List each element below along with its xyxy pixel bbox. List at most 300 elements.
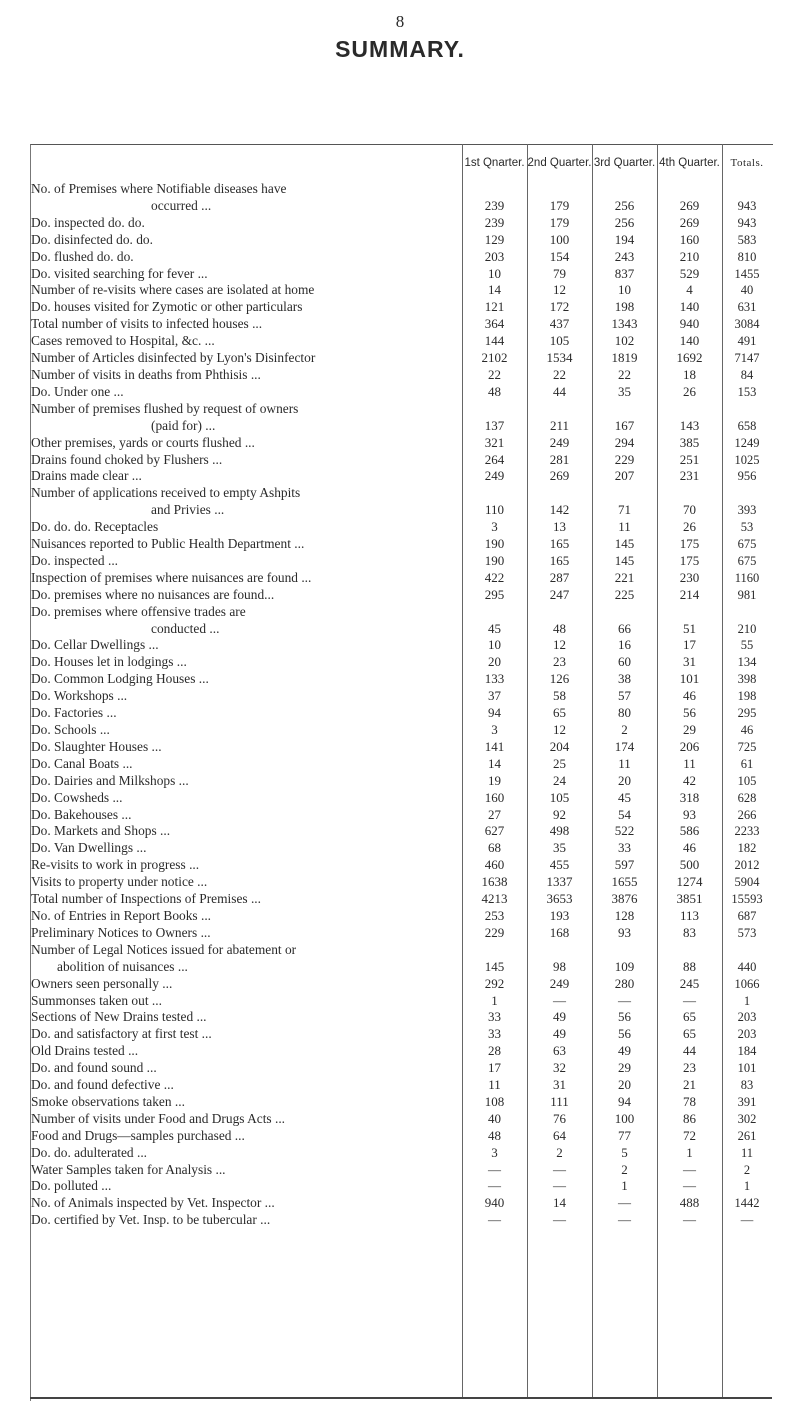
q2-value: 32 — [553, 1060, 566, 1076]
row-label-text: Do. Common Lodging Houses ... — [31, 671, 209, 687]
q2-value: 49 — [553, 1009, 566, 1025]
q3-value: — — [618, 1212, 631, 1228]
q3-value: 45 — [618, 789, 631, 805]
row-label — [31, 1094, 462, 1111]
q4-value: — — [683, 1161, 696, 1177]
row-label — [31, 637, 462, 654]
q2-value: 25 — [553, 755, 566, 771]
table-row — [31, 232, 772, 249]
q2-value: 1534 — [546, 350, 573, 366]
row-label-text: Do. Under one ... — [31, 383, 124, 399]
q2-value: 165 — [549, 536, 570, 552]
q4-value: 46 — [683, 688, 696, 704]
column-header-q2: 2nd Quarter. — [527, 157, 592, 169]
q4-value: 65 — [683, 1009, 696, 1025]
q4-value: 175 — [679, 552, 700, 568]
q3-value: 145 — [614, 552, 635, 568]
total-value: 11 — [740, 1145, 754, 1160]
q1-value: 239 — [484, 197, 505, 213]
table-row — [31, 874, 772, 891]
total-value: 203 — [737, 1027, 757, 1042]
row-label — [31, 452, 462, 469]
row-label-text: Re-visits to work in progress ... — [31, 857, 200, 873]
table-row — [31, 350, 772, 367]
q1-value: 37 — [488, 688, 501, 704]
q4-value: 26 — [683, 519, 696, 535]
table-row — [31, 1195, 772, 1212]
q1-value: 33 — [488, 1009, 501, 1025]
q4-value: 1692 — [676, 350, 703, 366]
q1-value: 144 — [484, 333, 505, 349]
row-label-text: Total number of Inspections of Premises ... — [31, 891, 262, 907]
q1-value: 40 — [488, 1110, 501, 1126]
q4-value: — — [683, 1178, 696, 1194]
row-label — [31, 1060, 462, 1077]
q2-value: 49 — [553, 1026, 566, 1042]
table-row — [31, 468, 772, 485]
row-label — [31, 604, 462, 638]
q1-value: — — [488, 1178, 501, 1194]
q1-value: — — [488, 1212, 501, 1228]
row-label — [31, 908, 462, 925]
total-value: 266 — [737, 807, 757, 822]
q1-value: 292 — [484, 975, 505, 991]
row-label — [31, 570, 462, 587]
q1-value: 137 — [484, 417, 505, 433]
table-row — [31, 739, 772, 756]
q2-value: 98 — [553, 958, 566, 974]
row-label — [31, 468, 462, 485]
q2-value: 269 — [549, 468, 570, 484]
q4-value: 488 — [679, 1195, 700, 1211]
row-label — [31, 654, 462, 671]
row-label-text: Cases removed to Hospital, &c. ... — [31, 333, 215, 349]
total-value: 658 — [737, 418, 757, 433]
page-number: 8 — [395, 12, 405, 31]
row-label — [31, 739, 462, 756]
total-value: 1066 — [734, 976, 760, 991]
q3-value: 837 — [614, 265, 635, 281]
q1-value: 203 — [484, 248, 505, 264]
q2-value: 179 — [549, 214, 570, 230]
table-row — [31, 1178, 772, 1195]
table-row — [31, 925, 772, 942]
q4-value: 940 — [679, 316, 700, 332]
q4-value: 586 — [679, 823, 700, 839]
row-label — [31, 688, 462, 705]
total-value: 1249 — [734, 435, 760, 450]
table-row — [31, 1212, 772, 1229]
row-label-text: Number of Articles disinfected by Lyon's Disinfector — [31, 350, 316, 366]
total-value: 40 — [740, 283, 754, 298]
q3-value: 597 — [614, 857, 635, 873]
total-value: 53 — [740, 520, 754, 535]
total-value: 675 — [737, 537, 757, 552]
table-row — [31, 705, 772, 722]
row-label-text: Old Drains tested ... — [31, 1043, 139, 1059]
total-value: 2233 — [734, 824, 760, 839]
q4-value: 72 — [683, 1127, 696, 1143]
table-row — [31, 604, 772, 638]
row-label-text: Do. Dairies and Milkshops ... — [31, 772, 189, 788]
q4-value: 4 — [686, 282, 693, 298]
row-label — [31, 553, 462, 570]
total-value: 1 — [743, 1179, 751, 1194]
q4-value: 44 — [683, 1043, 696, 1059]
q3-value: 94 — [618, 1093, 631, 1109]
q3-value: 60 — [618, 654, 631, 670]
q2-value: 168 — [549, 924, 570, 940]
row-label-text: Summonses taken out ... — [31, 992, 162, 1008]
row-label — [31, 1077, 462, 1094]
q4-value: 210 — [679, 248, 700, 264]
q2-value: 22 — [553, 366, 566, 382]
q3-value: 11 — [618, 755, 631, 771]
row-label-continuation: (paid for) ... — [151, 417, 216, 433]
q4-value: 385 — [679, 434, 700, 450]
total-value: 105 — [737, 773, 757, 788]
total-value: 398 — [737, 672, 757, 687]
q3-value: 1655 — [611, 874, 638, 890]
q2-value: 142 — [549, 502, 570, 518]
row-label-text: Number of re-visits where cases are isolated at home — [31, 282, 315, 298]
row-label-text: Do. Canal Boats ... — [31, 755, 133, 771]
q1-value: 108 — [484, 1093, 505, 1109]
q2-value: 2 — [556, 1144, 563, 1160]
table-row — [31, 1162, 772, 1179]
table-row — [31, 367, 772, 384]
row-label — [31, 401, 462, 435]
row-label — [31, 181, 462, 215]
row-label-text: Drains found choked by Flushers ... — [31, 451, 223, 467]
q3-value: 38 — [618, 671, 631, 687]
q3-value: 49 — [618, 1043, 631, 1059]
row-label-text: Number of visits in deaths from Phthisis ... — [31, 366, 261, 382]
q4-value: 88 — [683, 958, 696, 974]
row-label-text: Do. Slaughter Houses ... — [31, 738, 162, 754]
table-row — [31, 215, 772, 232]
row-label-text: Do. and found defective ... — [31, 1077, 174, 1093]
q4-value: 29 — [683, 722, 696, 737]
row-label — [31, 384, 462, 401]
row-label-text: Visits to property under notice ... — [31, 874, 208, 890]
row-label — [31, 891, 462, 908]
row-label — [31, 823, 462, 840]
q3-value: — — [618, 992, 631, 1008]
q1-value: 14 — [488, 282, 501, 298]
row-label-continuation: abolition of nuisances ... — [57, 958, 188, 974]
q2-value: 455 — [549, 857, 570, 873]
table-row — [31, 1009, 772, 1026]
q3-value: 256 — [614, 214, 635, 230]
q4-value: 56 — [683, 705, 696, 721]
q1-value: 10 — [488, 265, 501, 281]
table-row — [31, 485, 772, 519]
q2-value: 76 — [553, 1110, 566, 1126]
q3-value: 145 — [614, 536, 635, 552]
q1-value: 4213 — [481, 891, 508, 907]
q3-value: 522 — [614, 823, 635, 839]
table-row — [31, 637, 772, 654]
table-row — [31, 452, 772, 469]
total-value: 675 — [737, 553, 757, 568]
total-value: 210 — [737, 621, 757, 636]
q2-value: 58 — [553, 688, 566, 704]
table-row — [31, 688, 772, 705]
row-label-text: Nuisances reported to Public Health Department ... — [31, 536, 305, 552]
q2-value: 111 — [550, 1093, 569, 1109]
row-label — [31, 299, 462, 316]
table-row — [31, 1060, 772, 1077]
q1-value: 1638 — [481, 874, 508, 890]
q3-value: 109 — [614, 958, 635, 974]
row-label-text: Do. and found sound ... — [31, 1060, 157, 1076]
q1-value: 129 — [484, 231, 505, 247]
row-label — [31, 1009, 462, 1026]
table-row — [31, 316, 772, 333]
q3-value: 35 — [618, 383, 631, 399]
q1-value: 3 — [491, 519, 498, 535]
table-row — [31, 570, 772, 587]
q3-value: 16 — [618, 637, 631, 653]
q3-value: — — [618, 1195, 631, 1211]
total-value: 153 — [737, 384, 757, 399]
q1-value: 3 — [491, 722, 498, 737]
table-row — [31, 857, 772, 874]
q1-value: 1 — [491, 992, 498, 1008]
q3-value: 100 — [614, 1110, 635, 1126]
row-label-text: Do. do. do. Receptacles — [31, 519, 159, 535]
q1-value: 110 — [484, 502, 505, 518]
row-label-text: No. of Animals inspected by Vet. Inspector ... — [31, 1195, 275, 1211]
q2-value: — — [553, 992, 566, 1008]
q1-value: 22 — [488, 366, 501, 382]
q4-value: — — [683, 992, 696, 1008]
row-label-text: Do. disinfected do. do. — [31, 231, 153, 247]
q1-value: 48 — [488, 1127, 501, 1143]
total-value: 15593 — [731, 892, 763, 907]
table-row — [31, 553, 772, 570]
q4-value: 160 — [679, 231, 700, 247]
total-value: 628 — [737, 790, 757, 805]
q2-value: 44 — [553, 383, 566, 399]
q3-value: 280 — [614, 975, 635, 991]
total-value: 1160 — [734, 570, 760, 585]
q1-value: 33 — [488, 1026, 501, 1042]
header-row — [31, 145, 772, 181]
row-label — [31, 1128, 462, 1145]
total-value: 2 — [743, 1162, 751, 1177]
total-value: 491 — [737, 334, 757, 349]
q2-value: 105 — [549, 789, 570, 805]
row-label-text: Do. Markets and Shops ... — [31, 823, 171, 839]
total-value: 198 — [737, 689, 757, 704]
q2-value: 63 — [553, 1043, 566, 1059]
total-value: 1025 — [734, 452, 760, 467]
column-header-q4: 4th Quarter. — [659, 157, 720, 169]
q3-value: 2 — [621, 1161, 628, 1177]
row-label-text: Number of Legal Notices issued for abatement or — [31, 941, 297, 957]
total-value: 725 — [737, 739, 757, 754]
q4-value: 93 — [683, 806, 696, 822]
q1-value: 45 — [488, 620, 501, 636]
q1-value: 19 — [488, 772, 501, 788]
q4-value: 269 — [679, 197, 700, 213]
row-label-text: Do. Cowsheds ... — [31, 789, 123, 805]
q2-value: 35 — [553, 840, 566, 856]
row-label — [31, 367, 462, 384]
row-label — [31, 1026, 462, 1043]
q1-value: 321 — [484, 434, 505, 450]
row-label — [31, 925, 462, 942]
row-label-text: No. of Entries in Report Books ... — [31, 907, 212, 923]
q2-value: 12 — [553, 282, 566, 298]
q1-value: 10 — [488, 637, 501, 653]
q4-value: 251 — [679, 451, 700, 467]
row-label-text: Number of applications received to empty Ashpits — [31, 485, 301, 501]
table-row — [31, 840, 772, 857]
q1-value: 68 — [488, 840, 501, 856]
q4-value: 31 — [683, 654, 696, 670]
q2-value: 249 — [549, 434, 570, 450]
q3-value: 174 — [614, 738, 635, 754]
row-label — [31, 316, 462, 333]
q2-value: — — [553, 1178, 566, 1194]
q3-value: 1343 — [611, 316, 638, 332]
total-value: 631 — [737, 300, 757, 315]
row-label — [31, 350, 462, 367]
row-label — [31, 282, 462, 299]
table-row — [31, 384, 772, 401]
total-value: 203 — [737, 1010, 757, 1025]
q2-value: 64 — [553, 1127, 566, 1143]
q1-value: 48 — [488, 383, 501, 399]
q4-value: 245 — [679, 975, 700, 991]
q1-value: 940 — [484, 1195, 505, 1211]
total-value: 295 — [737, 706, 757, 721]
q4-value: 269 — [679, 214, 700, 230]
total-value: 83 — [740, 1078, 754, 1093]
row-label — [31, 874, 462, 891]
table-row — [31, 181, 772, 215]
table-row — [31, 1094, 772, 1111]
q3-value: 256 — [614, 197, 635, 213]
row-label-text: Do. Cellar Dwellings ... — [31, 637, 159, 653]
q2-value: 14 — [553, 1195, 566, 1211]
q1-value: 627 — [484, 823, 505, 839]
row-label-text: Total number of visits to infected houses ... — [31, 316, 263, 332]
table-row — [31, 993, 772, 1010]
q3-value: 11 — [618, 519, 631, 535]
q3-value: 10 — [618, 282, 631, 298]
row-label-text: Food and Drugs—samples purchased ... — [31, 1127, 245, 1143]
q2-value: 24 — [553, 772, 566, 788]
q4-value: 529 — [679, 265, 700, 281]
total-value: 440 — [737, 959, 757, 974]
q4-value: 101 — [679, 671, 700, 687]
q3-value: 54 — [618, 806, 631, 822]
q2-value: 281 — [549, 451, 570, 467]
q3-value: 102 — [614, 333, 635, 349]
q1-value: 141 — [484, 738, 505, 754]
row-label — [31, 1145, 462, 1162]
table-row — [31, 891, 772, 908]
row-label-text: Do. houses visited for Zymotic or other particulars — [31, 299, 303, 315]
q4-value: 113 — [679, 907, 700, 923]
q2-value: 211 — [549, 417, 570, 433]
row-label-text: Do. certified by Vet. Insp. to be tubercular ... — [31, 1212, 271, 1228]
row-label-text: Number of premises flushed by request of owners — [31, 400, 299, 416]
total-value: 810 — [737, 249, 757, 264]
total-value: 182 — [737, 841, 757, 856]
row-label-continuation: and Privies ... — [151, 502, 225, 518]
q2-value: 498 — [549, 823, 570, 839]
q1-value: 28 — [488, 1043, 501, 1059]
q2-value: 23 — [553, 654, 566, 670]
q2-value: 249 — [549, 975, 570, 991]
row-label — [31, 705, 462, 722]
q4-value: 11 — [683, 755, 696, 771]
row-label — [31, 756, 462, 773]
row-label-text: Do. inspected ... — [31, 552, 119, 568]
q4-value: 140 — [679, 299, 700, 315]
total-value: 55 — [740, 638, 754, 653]
row-label-text: Do. Factories ... — [31, 705, 117, 721]
q2-value: 65 — [553, 705, 566, 721]
q4-value: 318 — [679, 789, 700, 805]
q1-value: 190 — [484, 536, 505, 552]
q3-value: 229 — [614, 451, 635, 467]
total-value: 84 — [740, 367, 754, 382]
summary-table — [31, 145, 772, 1229]
q2-value: 172 — [549, 299, 570, 315]
row-label — [31, 942, 462, 976]
total-value: 46 — [740, 723, 754, 737]
table-row — [31, 1026, 772, 1043]
row-label-text: Do. Bakehouses ... — [31, 806, 132, 822]
q4-value: 500 — [679, 857, 700, 873]
q1-value: 253 — [484, 907, 505, 923]
q1-value: 249 — [484, 468, 505, 484]
q2-value: 154 — [549, 248, 570, 264]
q3-value: 20 — [618, 1077, 631, 1093]
total-value: 134 — [737, 655, 757, 670]
page-title: SUMMARY. — [335, 36, 465, 62]
q4-value: 1 — [686, 1144, 693, 1160]
q2-value: — — [553, 1161, 566, 1177]
row-label-text: Number of visits under Food and Drugs Acts ... — [31, 1110, 286, 1126]
q3-value: 2 — [621, 722, 628, 737]
row-label-continuation: conducted ... — [151, 620, 220, 636]
row-label-text: Do. polluted ... — [31, 1178, 112, 1194]
row-label — [31, 519, 462, 536]
q2-value: 3653 — [546, 891, 573, 907]
total-value: 1455 — [734, 266, 760, 281]
row-label-text: Water Samples taken for Analysis ... — [31, 1161, 226, 1177]
q2-value: 193 — [549, 907, 570, 923]
column-header-q1: 1st Qnarter. — [464, 157, 525, 169]
table-row — [31, 1077, 772, 1094]
q1-value: 264 — [484, 451, 505, 467]
q1-value: 133 — [484, 671, 505, 687]
q3-value: 225 — [614, 586, 635, 602]
table-row — [31, 976, 772, 993]
table-row — [31, 807, 772, 824]
q4-value: 42 — [683, 772, 696, 788]
row-label — [31, 215, 462, 232]
total-value: 101 — [737, 1061, 757, 1076]
q4-value: 23 — [683, 1060, 696, 1076]
